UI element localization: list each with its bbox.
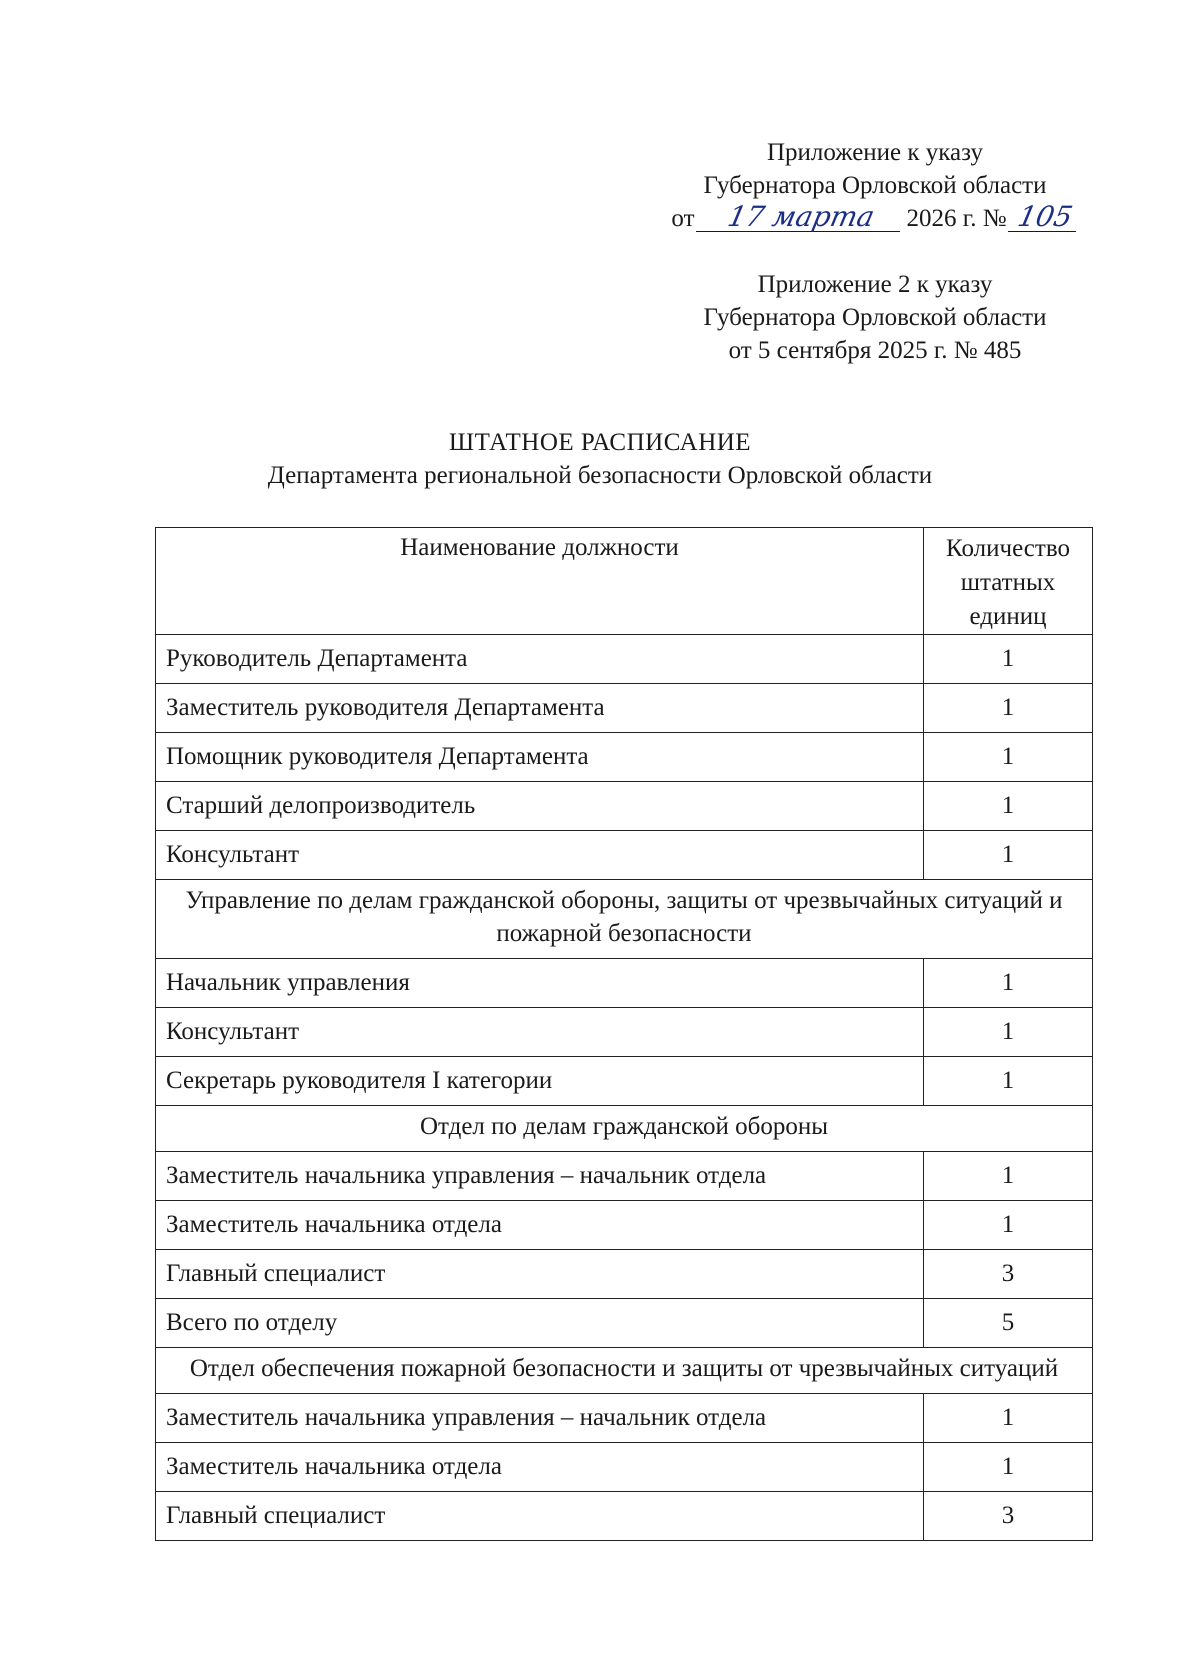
- position-name: Консультант: [156, 1008, 924, 1057]
- handwritten-date: 17 марта: [695, 203, 905, 232]
- position-name: Секретарь руководителя I категории: [156, 1057, 924, 1106]
- section-row: [156, 1348, 1093, 1394]
- year-text: 2026 г. №: [906, 205, 1007, 232]
- position-name: Заместитель начальника отдела: [156, 1201, 924, 1250]
- staff-table-body: [156, 635, 1093, 1541]
- title-subtitle: Департамента региональной безопасности Орловской области: [267, 462, 933, 489]
- position-name: Заместитель руководителя Департамента: [156, 684, 924, 733]
- position-name: Консультант: [156, 831, 924, 880]
- position-name: Главный специалист: [156, 1492, 924, 1541]
- position-count: 1: [924, 782, 1093, 831]
- section-title: Отдел обеспечения пожарной безопасности и защиты от чрезвычайных ситуаций: [156, 1348, 1093, 1394]
- staff-table: [155, 527, 1093, 1541]
- position-count: 1: [924, 959, 1093, 1008]
- table-row: [156, 1201, 1093, 1250]
- position-count: 3: [924, 1492, 1093, 1541]
- section-row: [156, 1106, 1093, 1152]
- table-row: [156, 1250, 1093, 1299]
- position-count: 1: [924, 1008, 1093, 1057]
- table-row: [156, 635, 1093, 684]
- table-row: [156, 831, 1093, 880]
- table-row: [156, 1443, 1093, 1492]
- position-count: 1: [924, 831, 1093, 880]
- table-header-row: [156, 528, 1093, 635]
- document-title: [0, 426, 1200, 492]
- position-count: 1: [924, 635, 1093, 684]
- section-row: [156, 880, 1093, 959]
- position-count: 1: [924, 1152, 1093, 1201]
- table-row: [156, 1008, 1093, 1057]
- position-count: 3: [924, 1250, 1093, 1299]
- table-row: [156, 1492, 1093, 1541]
- table-row: [156, 1299, 1093, 1348]
- attachment-current-line2: Губернатора Орловской области: [703, 172, 1047, 199]
- position-name: Заместитель начальника управления – начальник отдела: [156, 1394, 924, 1443]
- table-row: [156, 959, 1093, 1008]
- position-count: 1: [924, 1443, 1093, 1492]
- handwritten-number: 105: [1007, 203, 1081, 232]
- table-row: [156, 1057, 1093, 1106]
- date-prefix: от: [671, 205, 695, 232]
- attachment-previous-line1: Приложение 2 к указу: [757, 271, 993, 298]
- attachment-previous-line3: от 5 сентября 2025 г. № 485: [728, 337, 1022, 364]
- attachment-current-date-line: [665, 202, 1085, 235]
- position-name: Всего по отделу: [156, 1299, 924, 1348]
- position-name: Руководитель Департамента: [156, 635, 924, 684]
- header-count: Количество штатных единиц: [924, 528, 1093, 635]
- position-count: 1: [924, 1394, 1093, 1443]
- title-main: ШТАТНОЕ РАСПИСАНИЕ: [448, 429, 752, 456]
- header-name: Наименование должности: [156, 528, 924, 635]
- position-name: Главный специалист: [156, 1250, 924, 1299]
- table-row: [156, 782, 1093, 831]
- position-name: Старший делопроизводитель: [156, 782, 924, 831]
- table-row: [156, 733, 1093, 782]
- position-count: 1: [924, 684, 1093, 733]
- section-title: Отдел по делам гражданской обороны: [156, 1106, 1093, 1152]
- table-row: [156, 1394, 1093, 1443]
- position-name: Заместитель начальника управления – начальник отдела: [156, 1152, 924, 1201]
- table-row: [156, 1152, 1093, 1201]
- section-title: Управление по делам гражданской обороны, защиты от чрезвычайных ситуаций и пожарной безопасности: [156, 880, 1093, 959]
- attachment-current-block: [665, 136, 1085, 235]
- attachment-previous-line2: Губернатора Орловской области: [703, 304, 1047, 331]
- position-count: 1: [924, 1057, 1093, 1106]
- position-name: Помощник руководителя Департамента: [156, 733, 924, 782]
- position-name: Начальник управления: [156, 959, 924, 1008]
- position-count: 5: [924, 1299, 1093, 1348]
- attachment-previous-block: [665, 268, 1085, 367]
- position-count: 1: [924, 1201, 1093, 1250]
- attachment-current-line1: Приложение к указу: [766, 139, 984, 166]
- table-row: [156, 684, 1093, 733]
- position-count: 1: [924, 733, 1093, 782]
- position-name: Заместитель начальника отдела: [156, 1443, 924, 1492]
